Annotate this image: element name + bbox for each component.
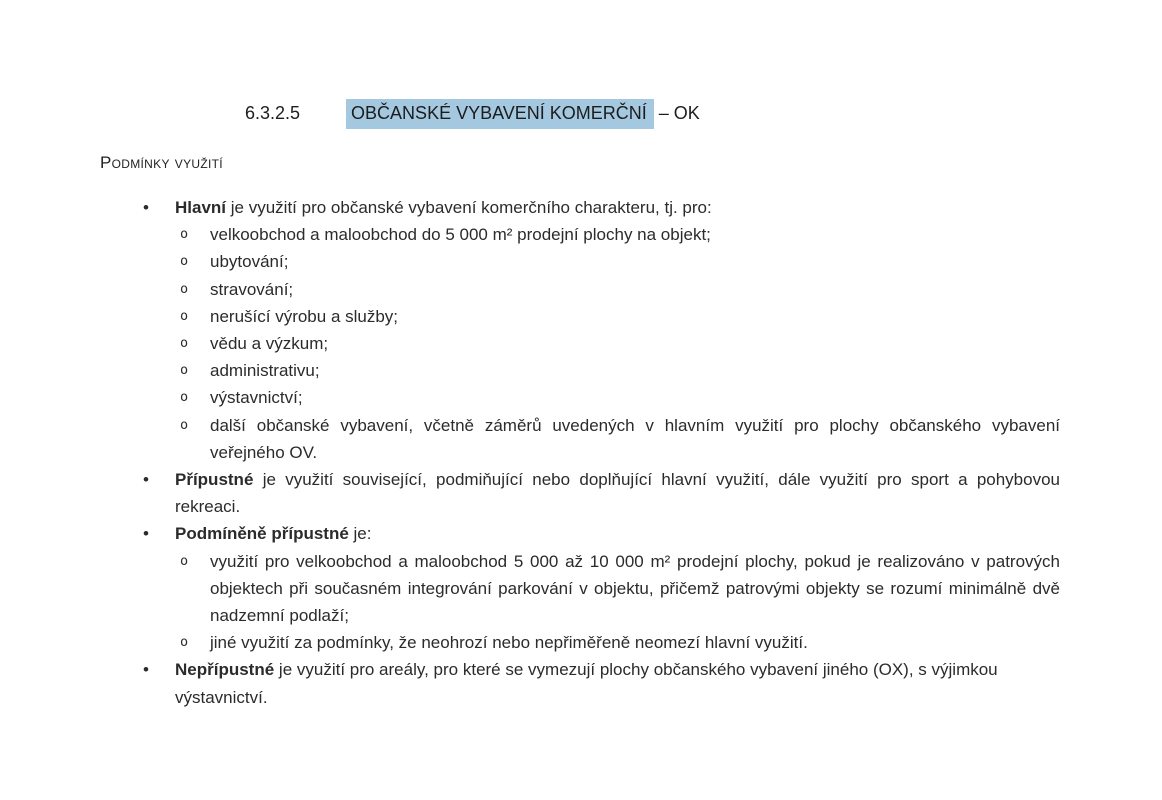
bullet-item-hlavni (143, 194, 1060, 221)
section-heading (245, 99, 1060, 129)
circle-bullet-icon: o (180, 389, 189, 406)
conditions-list (100, 194, 1060, 711)
circle-bullet-icon: o (180, 634, 189, 651)
sub-item (180, 248, 1060, 275)
bullet-item-podminene-pripustne (143, 520, 1060, 547)
bullet-icon: • (143, 198, 149, 217)
sub-item (180, 384, 1060, 411)
sub-item (180, 357, 1060, 384)
bullet-icon: • (143, 470, 149, 490)
sub-item-text: vědu a výzkum; (210, 334, 329, 354)
bullet-icon: • (143, 524, 149, 544)
sub-item-text: stravování; (210, 279, 294, 299)
circle-bullet-icon: o (180, 280, 189, 297)
bullet-lead: Hlavní (175, 198, 227, 217)
conditions-of-use-label: Podmínky využití (100, 153, 223, 172)
circle-bullet-icon: o (180, 335, 189, 352)
bullet-item-nepripustne (143, 656, 1060, 710)
circle-bullet-icon: o (180, 307, 189, 324)
bullet-text (175, 520, 1060, 547)
sub-item-text: jiné využití za podmínky, že neohrozí nebo nepřiměřeně neomezí hlavní využití. (210, 633, 808, 653)
sub-item (180, 548, 1060, 630)
sub-item (180, 221, 1060, 248)
sub-item (180, 276, 1060, 303)
bullet-rest: je využití pro občanské vybavení komerčního charakteru, tj. pro: (226, 198, 712, 217)
circle-bullet-icon: o (180, 226, 189, 243)
bullet-text (175, 194, 1060, 221)
sub-item-text: ubytování; (210, 252, 289, 272)
circle-bullet-icon: o (180, 253, 189, 270)
bullet-rest: je využití pro areály, pro které se vymezují plochy občanského vybavení jiného (OX), s výjimkou výstavnictví. (175, 660, 998, 707)
bullet-rest: je: (348, 524, 372, 544)
sub-item (180, 303, 1060, 330)
sub-item (180, 330, 1060, 357)
sub-item (180, 412, 1060, 466)
bullet-lead: Nepřípustné (175, 660, 275, 680)
sub-item-text: výstavnictví; (210, 388, 303, 408)
sub-item (180, 629, 1060, 656)
sub-item-text: administrativu; (210, 361, 320, 381)
sub-item-text: další občanské vybavení, včetně záměrů uvedených v hlavním využití pro plochy občanského vybavení veřejného OV. (210, 415, 1060, 462)
circle-bullet-icon: o (180, 416, 189, 433)
bullet-rest: je využití související, podmiňující nebo doplňující hlavní využití, dále využití pro sport a pohybovou rekreaci. (175, 470, 1060, 517)
section-title-suffix: – OK (658, 103, 700, 123)
circle-bullet-icon: o (180, 552, 189, 569)
section-title-highlighted: OBČANSKÉ VYBAVENÍ KOMERČNÍ (346, 99, 654, 129)
bullet-icon: • (143, 660, 149, 680)
sub-item-text: velkoobchod a maloobchod do 5 000 m² prodejní plochy na objekt; (210, 225, 711, 245)
bullet-text (175, 466, 1060, 520)
circle-bullet-icon: o (180, 362, 189, 379)
sub-item-text: využití pro velkoobchod a maloobchod 5 000 až 10 000 m² prodejní plochy, pokud je realizováno v patrových objektech při současném integrování parkování v objektu, přičemž patrovými objekty se rozumí minimálně dvě nadzemní podlaží; (210, 551, 1060, 626)
bullet-item-pripustne (143, 466, 1060, 520)
bullet-lead: Přípustné (175, 470, 254, 490)
sub-item-text: nerušící výrobu a služby; (210, 306, 399, 326)
bullet-text (175, 656, 1060, 710)
bullet-lead: Podmíněně přípustné (175, 524, 349, 544)
section-number: 6.3.2.5 (245, 103, 301, 123)
